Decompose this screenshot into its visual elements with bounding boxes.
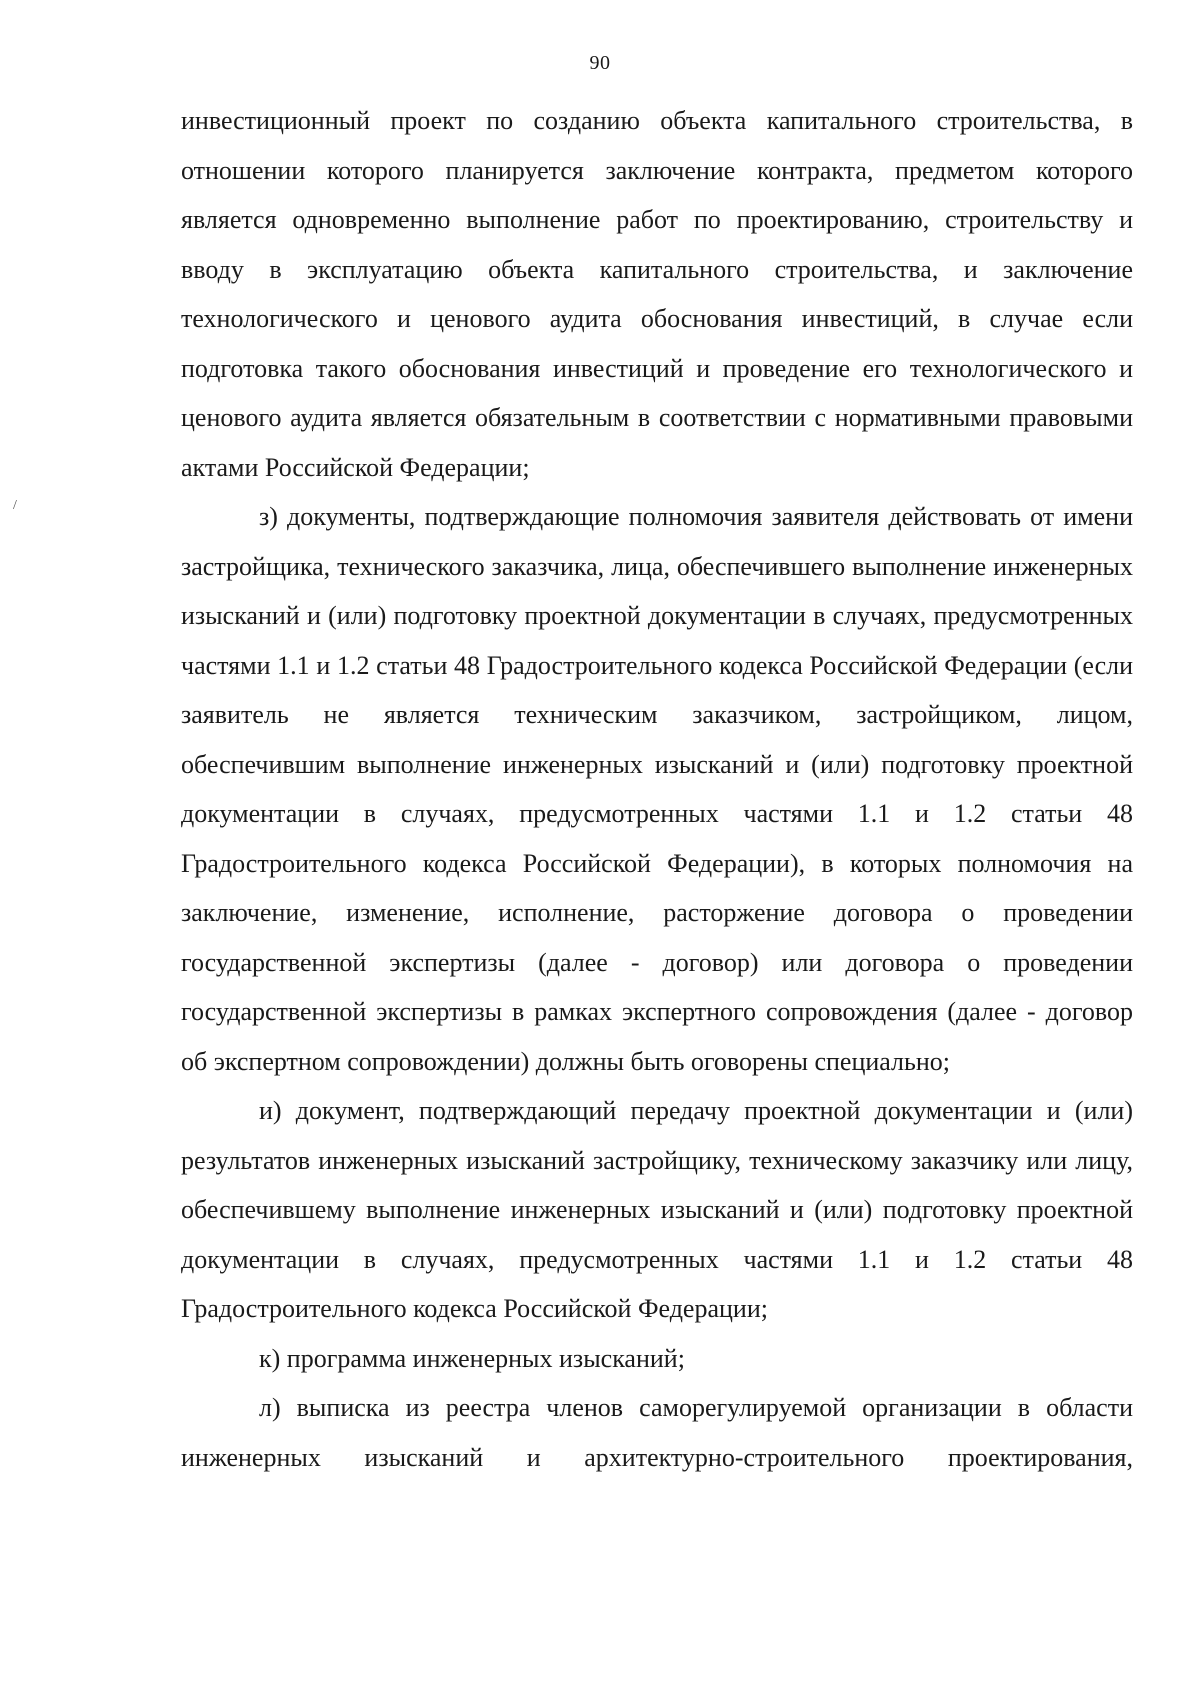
paragraph-investment-project: инвестиционный проект по созданию объекта капитального строительства, в отношении которого планируется заключение контракта, предметом которого является одновременно выполнение работ по проектированию, строительству и вводу в эксплуатацию объекта капитального строительства, и заключение технологического и ценового аудита обоснования инвестиций, в случае если подготовка такого обоснования инвестиций и проведение его технологического и ценового аудита является обязательным в соответствии с нормативными правовыми актами Российской Федерации;	[181, 106, 1133, 482]
paragraph-item-i: и) документ, подтверждающий передачу проектной документации и (или) результатов инженерных изысканий застройщику, техническому заказчику или лицу, обеспечившему выполнение инженерных изысканий и (или) подготовку проектной документации в случаях, предусмотренных частями 1.1 и 1.2 статьи 48 Градостроительного кодекса Российской Федерации;	[181, 1096, 1133, 1323]
paragraph-item-k: к) программа инженерных изысканий;	[259, 1343, 685, 1373]
margin-mark: /	[13, 498, 17, 513]
paragraph-item-z: з) документы, подтверждающие полномочия заявителя действовать от имени застройщика, технического заказчика, лица, обеспечившего выполнение инженерных изысканий и (или) подготовку проектной документации в случаях, предусмотренных частями 1.1 и 1.2 статьи 48 Градостроительного кодекса Российской Федерации (если заявитель не является техническим заказчиком, застройщиком, лицом, обеспечившим выполнение инженерных изысканий и (или) подготовку проектной документации в случаях, предусмотренных частями 1.1 и 1.2 статьи 48 Градостроительного кодекса Российской Федерации), в которых полномочия на заключение, изменение, исполнение, расторжение договора о проведении государственной экспертизы (далее - договор) или договора о проведении государственной экспертизы в рамках экспертного сопровождения (далее - договор об экспертном сопровождении) должны быть оговорены специально;	[181, 502, 1133, 1076]
page-number: 90	[589, 52, 611, 74]
document-body	[181, 96, 1133, 1482]
paragraph-item-l: л) выписка из реестра членов саморегулируемой организации в области инженерных изысканий и архитектурно-строительного проектирования,	[181, 1393, 1133, 1472]
